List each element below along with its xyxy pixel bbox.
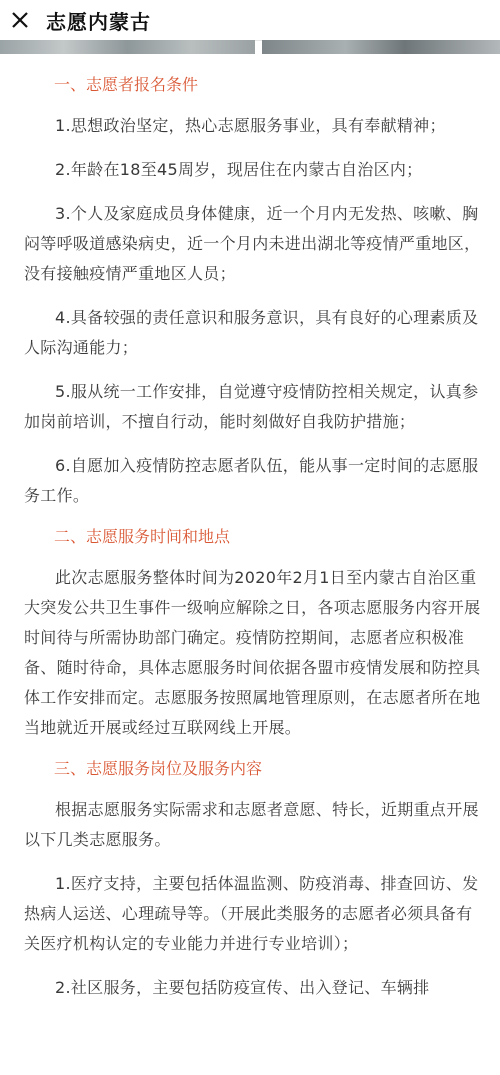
paragraph: 根据志愿服务实际需求和志愿者意愿、特长，近期重点开展以下几类志愿服务。 xyxy=(24,800,479,849)
paragraph: 1.思想政治坚定，热心志愿服务事业，具有奉献精神； xyxy=(55,116,446,135)
paragraph: 5.服从统一工作安排，自觉遵守疫情防控相关规定，认真参加岗前培训，不擅自行动，能时刻做好自我防护措施； xyxy=(24,382,479,431)
article-image-left xyxy=(0,40,255,54)
paragraph: 此次志愿服务整体时间为2020年2月1日至内蒙古自治区重大突发公共卫生事件一级响应解除之日，各项志愿服务内容开展时间待与所需协助部门确定。疫情防控期间，志愿者应积极准备、随时待命，具体志愿服务时间依据各盟市疫情发展和防控具体工作安排而定。志愿服务按照属地管理原则，在志愿者所在地当地就近开展或经过互联网线上开展。 xyxy=(24,568,481,737)
paragraph: 2.年龄在18至45周岁，现居住在内蒙古自治区内； xyxy=(55,160,423,179)
section-heading: 二、志愿服务时间和地点 xyxy=(54,527,231,546)
page-title: 志愿内蒙古 xyxy=(46,9,151,34)
paragraph: 1.医疗支持，主要包括体温监测、防疫消毒、排查回访、发热病人运送、心理疏导等。（开展此类服务的志愿者必须具备有关医疗机构认定的专业能力并进行专业培训）； xyxy=(24,874,479,953)
close-icon[interactable] xyxy=(0,0,40,40)
article-body xyxy=(0,54,500,1003)
paragraph: 6.自愿加入疫情防控志愿者队伍，能从事一定时间的志愿服务工作。 xyxy=(24,456,479,505)
article-image-right xyxy=(262,40,500,54)
section-heading: 一、志愿者报名条件 xyxy=(54,75,199,94)
paragraph: 4.具备较强的责任意识和服务意识，具有良好的心理素质及人际沟通能力； xyxy=(24,308,479,357)
article-image-strip xyxy=(0,40,500,54)
paragraph: 2.社区服务，主要包括防疫宣传、出入登记、车辆排 xyxy=(55,978,430,997)
top-navigation-bar xyxy=(0,0,500,41)
paragraph: 3.个人及家庭成员身体健康，近一个月内无发热、咳嗽、胸闷等呼吸道感染病史，近一个月内未进出湖北等疫情严重地区，没有接触疫情严重地区人员； xyxy=(24,204,481,283)
section-heading: 三、志愿服务岗位及服务内容 xyxy=(54,759,263,778)
